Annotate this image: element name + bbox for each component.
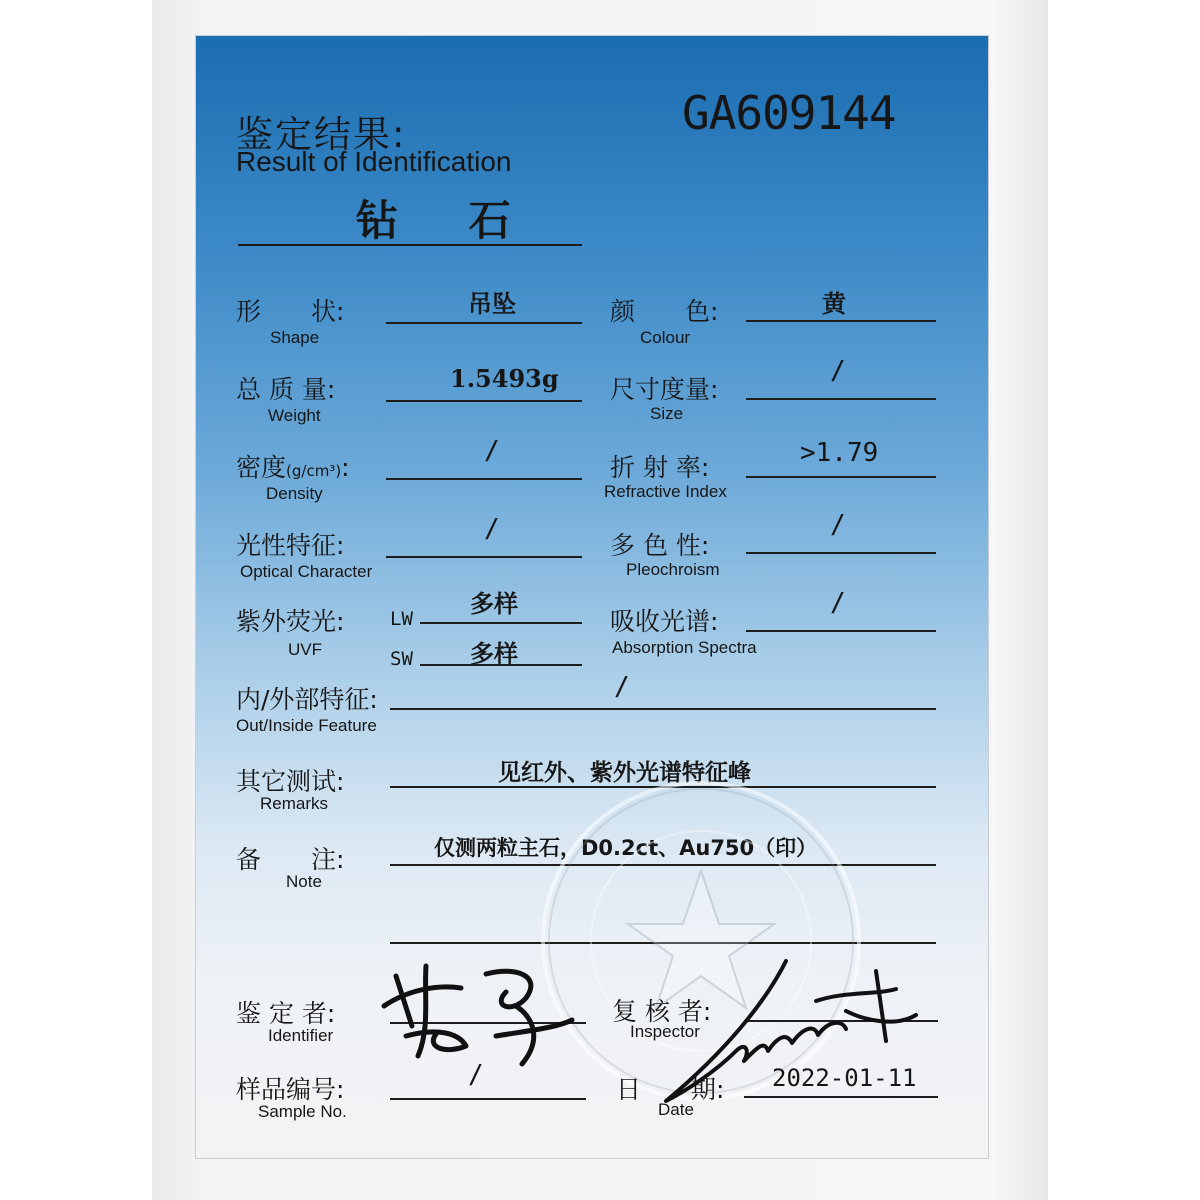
density-line xyxy=(386,478,582,480)
optical-character-label: 光性特征: xyxy=(236,531,345,560)
shape-value: 吊坠 xyxy=(468,290,516,318)
inspector-label: 复 核 者: xyxy=(612,997,712,1026)
density-colon: : xyxy=(341,453,350,482)
refractive-index-label: 折 射 率: xyxy=(610,453,710,482)
features-label: 内/外部特征: xyxy=(236,685,378,714)
colour-value: 黄 xyxy=(822,290,846,318)
size-label-en: Size xyxy=(650,404,684,423)
optical-character-value: / xyxy=(484,514,500,544)
size-line xyxy=(746,398,936,400)
density-label xyxy=(236,448,350,484)
density-value: / xyxy=(484,436,500,466)
sample-no-line xyxy=(390,1098,586,1100)
shape-line xyxy=(386,322,582,324)
uvf-sw-value: 多样 xyxy=(470,640,518,668)
optical-character-line xyxy=(386,556,582,558)
sample-no-label-en: Sample No. xyxy=(258,1102,347,1121)
shape-label-en: Shape xyxy=(270,328,320,347)
density-label-en: Density xyxy=(266,484,323,503)
pleochroism-line xyxy=(746,552,936,554)
features-value: / xyxy=(614,672,630,702)
refractive-index-value: >1.79 xyxy=(800,438,879,468)
optical-character-label-en: Optical Character xyxy=(240,562,373,581)
weight-value: 1.5493g xyxy=(450,364,559,393)
note-label-en: Note xyxy=(286,872,322,891)
uvf-lw-line xyxy=(420,622,582,624)
uvf-label: 紫外荧光: xyxy=(236,607,345,636)
size-label: 尺寸度量: xyxy=(610,375,719,404)
note-label: 备 注: xyxy=(236,845,345,874)
identification-card xyxy=(196,36,988,1158)
note-value: 仅测两粒主石，D0.2ct、Au750（印） xyxy=(434,836,818,860)
identifier-label: 鉴 定 者: xyxy=(236,999,336,1028)
shape-label: 形 状: xyxy=(236,297,345,326)
pleochroism-value: / xyxy=(830,510,846,540)
uvf-lw-value: 多样 xyxy=(470,590,518,618)
result-underline xyxy=(238,244,582,246)
sample-no-label: 样品编号: xyxy=(236,1075,345,1104)
result-value: 钻 石 xyxy=(356,196,539,245)
size-value: / xyxy=(830,356,846,386)
absorption-spectra-line xyxy=(746,630,936,632)
date-value: 2022-01-11 xyxy=(772,1064,917,1092)
title-en: Result of Identification xyxy=(236,146,512,177)
weight-line xyxy=(386,400,582,402)
serial-number: GA609144 xyxy=(682,86,896,140)
date-line xyxy=(744,1096,938,1098)
uvf-lw-label: LW xyxy=(390,608,413,630)
date-label: 日 期: xyxy=(616,1075,725,1104)
colour-line xyxy=(746,320,936,322)
inspector-label-en: Inspector xyxy=(630,1022,700,1041)
density-label-zh: 密度 xyxy=(236,453,287,482)
absorption-spectra-label: 吸收光谱: xyxy=(610,607,719,636)
remarks-value: 见红外、紫外光谱特征峰 xyxy=(498,760,751,786)
remarks-label: 其它测试: xyxy=(236,767,345,796)
date-label-en: Date xyxy=(658,1100,694,1119)
remarks-label-en: Remarks xyxy=(260,794,329,813)
sample-no-value: / xyxy=(468,1060,484,1090)
uvf-sw-line xyxy=(420,664,582,666)
refractive-index-line xyxy=(746,476,936,478)
absorption-spectra-value: / xyxy=(830,588,846,618)
density-unit: (g/cm³) xyxy=(286,462,342,480)
identifier-label-en: Identifier xyxy=(268,1026,334,1045)
weight-label-en: Weight xyxy=(268,406,321,425)
features-label-en: Out/Inside Feature xyxy=(236,716,377,735)
uvf-label-en: UVF xyxy=(288,640,322,659)
absorption-spectra-label-en: Absorption Spectra xyxy=(612,638,757,657)
colour-label: 颜 色: xyxy=(610,297,719,326)
uvf-sw-label: SW xyxy=(390,648,413,670)
pleochroism-label-en: Pleochroism xyxy=(626,560,720,579)
refractive-index-label-en: Refractive Index xyxy=(604,482,727,501)
identifier-signature xyxy=(366,936,596,1076)
title-zh: 鉴定结果: xyxy=(236,113,407,156)
weight-label: 总 质 量: xyxy=(236,375,336,404)
features-line xyxy=(390,708,936,710)
colour-label-en: Colour xyxy=(640,328,691,347)
pleochroism-label: 多 色 性: xyxy=(610,531,710,560)
